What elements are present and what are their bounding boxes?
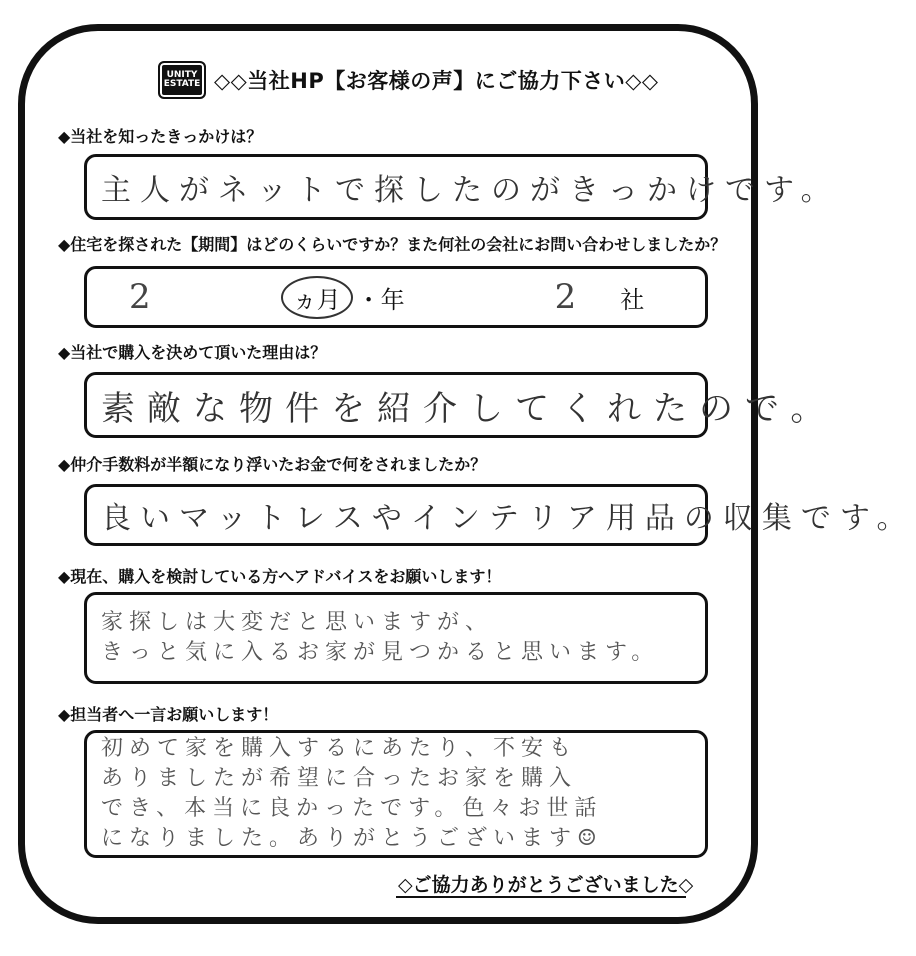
answer-search-period xyxy=(84,266,708,328)
form-title: ◇◇当社HP【お客様の声】にご協力下さい◇◇ xyxy=(214,69,659,93)
answer-advice-line: きっと気に入るお家が見つかると思います。 xyxy=(101,640,660,665)
footer-divider xyxy=(396,896,686,898)
answer-reason xyxy=(84,372,837,438)
answer-message-line: ありましたが希望に合ったお家を購入 xyxy=(101,766,578,791)
question-reason: ◆当社で購入を決めて頂いた理由は？ xyxy=(58,343,327,362)
answer-message-line: でき、本当に良かったです。色々お世話 xyxy=(101,796,603,821)
answer-how-found-text: 主人がネットで探したのがきっかけです。 xyxy=(101,173,840,208)
answer-fee-usage-text: 良いマットレスやインテリア用品の収集です。 xyxy=(101,501,916,536)
period-unit-sep: ・ xyxy=(356,285,381,314)
answer-message-line: になりました。ありがとうございます☺ xyxy=(101,826,603,851)
footer-thanks: ◇ご協力ありがとうございました◇ xyxy=(398,874,694,896)
question-advice: ◆現在、購入を検討している方へアドバイスをお願いします！ xyxy=(58,567,502,586)
answer-advice xyxy=(84,592,708,684)
answer-reason-text: 素敵な物件を紹介してくれたので。 xyxy=(101,388,837,429)
question-message-to-staff: ◆担当者へ一言お願いします！ xyxy=(58,705,279,724)
answer-how-found xyxy=(84,154,840,220)
period-unit-month-circled: ヵ月 xyxy=(281,276,353,319)
period-unit-year: 年 xyxy=(380,285,405,314)
answer-message-line: 初めて家を購入するにあたり、不安も xyxy=(101,736,578,761)
question-how-found: ◆当社を知ったきっかけは？ xyxy=(58,127,263,146)
company-count-unit: 社 xyxy=(620,285,645,314)
question-search-period: ◆住宅を探された【期間】はどのくらいですか？また何社の会社にお問い合わせしましたか？ xyxy=(58,235,727,254)
form-header xyxy=(158,62,659,98)
answer-advice-line: 家探しは大変だと思いますが、 xyxy=(101,610,494,635)
period-duration-value: 2 xyxy=(129,277,151,317)
unity-estate-logo: UNITY ESTATE xyxy=(158,61,206,99)
question-fee-usage: ◆仲介手数料が半額になり浮いたお金で何をされましたか？ xyxy=(58,455,487,474)
answer-message-to-staff xyxy=(84,730,708,858)
answer-fee-usage xyxy=(84,484,916,546)
company-count-value: 2 xyxy=(554,277,577,317)
